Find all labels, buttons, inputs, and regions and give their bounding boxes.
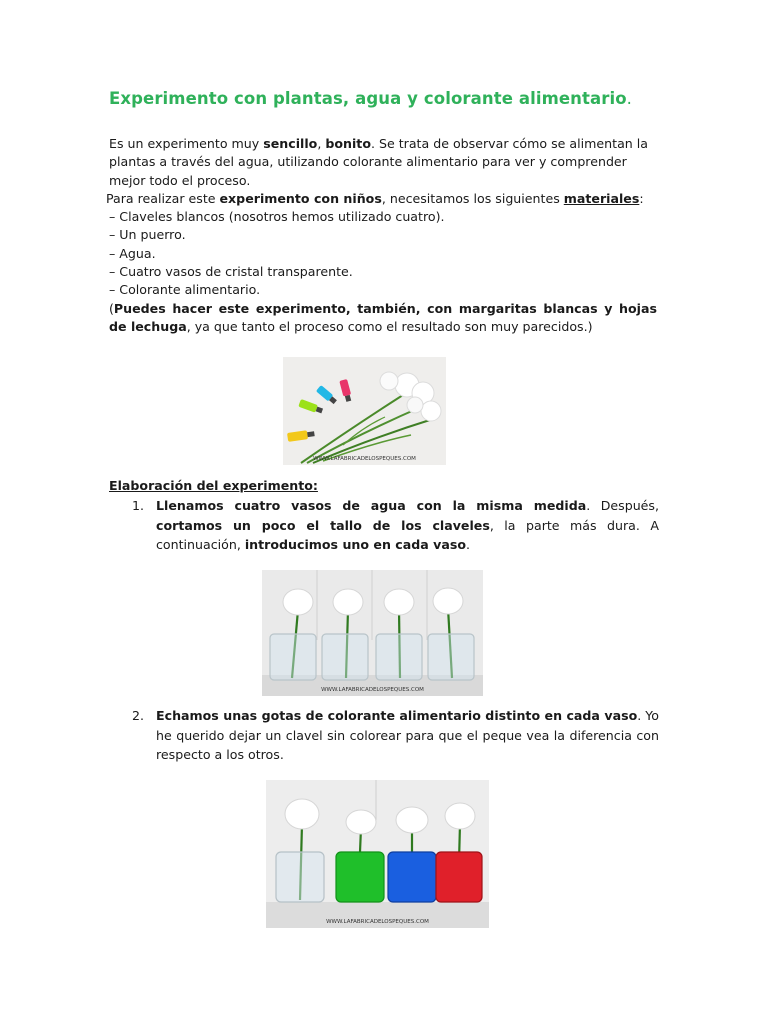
materials-photo-drawing — [283, 357, 446, 465]
intro-note: (Puedes hacer este experimento, también, con margaritas blancas y hojas de lechuga, ya que tanto el proceso como el resultado son muy parecidos.) — [109, 300, 657, 334]
document-title: Experimento con plantas, agua y colorante alimentario. — [109, 89, 633, 108]
watermark-text: WWW.LAFABRICADELOSPEQUES.COM — [313, 456, 416, 462]
step-text: Llenamos cuatro vasos de agua con la misma medida. Después, cortamos un poco el tallo de los claveles, la parte más dura. A continuación, introducimos uno en cada vaso. — [156, 498, 659, 552]
material-item: – Cuatro vasos de cristal transparente. — [109, 264, 353, 280]
material-item: – Claveles blancos (nosotros hemos utilizado cuatro). — [109, 209, 445, 225]
material-item: – Colorante alimentario. — [109, 282, 261, 298]
materials-list — [109, 208, 659, 299]
intro-line-2: plantas a través del agua, utilizando colorante alimentario para ver y comprender — [109, 154, 627, 170]
clear-glasses-photo — [262, 570, 483, 696]
intro-line-1: Es un experimento muy sencillo, bonito. Se trata de observar cómo se alimentan la — [109, 136, 648, 151]
steps-list-2 — [109, 706, 659, 765]
step-text: Echamos unas gotas de colorante alimentario distinto en cada vaso. Yo he querido dejar un clavel sin colorear para que el peque vea la diferencia con respecto a los otros. — [156, 708, 659, 762]
colored-water-photo — [266, 780, 489, 928]
clear-glasses-drawing — [262, 570, 483, 696]
watermark-text: WWW.LAFABRICADELOSPEQUES.COM — [321, 687, 424, 693]
intro-line-3: mejor todo el proceso. — [109, 172, 251, 188]
material-item: – Agua. — [109, 245, 156, 261]
material-item: – Un puerro. — [109, 227, 186, 243]
step-number: 2. — [132, 708, 145, 723]
steps-list-1 — [109, 496, 659, 555]
step-item — [109, 706, 659, 765]
watermark-text: WWW.LAFABRICADELOSPEQUES.COM — [326, 919, 429, 925]
colored-water-drawing — [266, 780, 489, 928]
materials-photo — [283, 357, 446, 465]
intro-section — [106, 135, 659, 336]
section-heading: Elaboración del experimento: — [109, 478, 318, 493]
intro-line-4: Para realizar este experimento con niños, necesitamos los siguientes materiales: — [106, 190, 644, 206]
step-item — [109, 496, 659, 555]
step-number: 1. — [132, 498, 145, 513]
